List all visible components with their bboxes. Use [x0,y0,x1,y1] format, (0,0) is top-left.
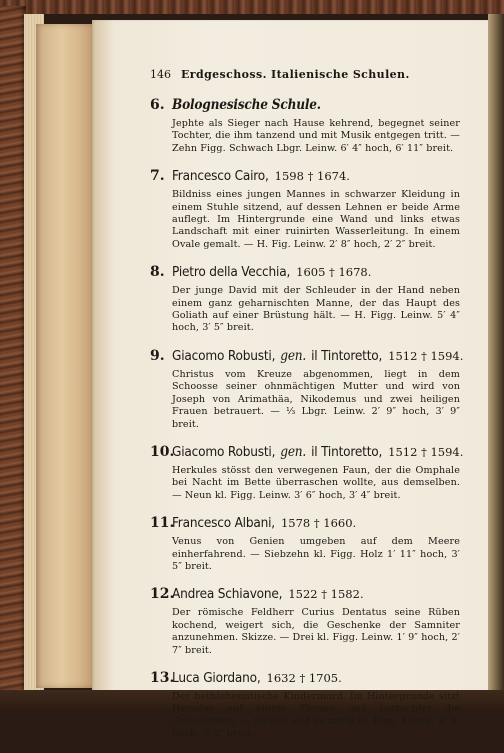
entry-number: 11. [150,515,175,532]
entry-description: Bildniss eines jungen Mannes in schwarzer Kleidung in einem Stuhle sitzend, auf dessen Lehnen er beide Arme auflegt. Im Hintergrunde eine Wand und links etwas Landschaft mit einer ruinirten Wasserleitung. In einem Ovale gemalt. — H. Fig. Leinw. 2′ 8″ hoch, 2′ 2″ breit. [172,189,460,250]
entry-description: Christus vom Kreuze abgenommen, liegt in dem Schoosse seiner ohnmächtigen Mutter und wird von Joseph von Arimathäa, Nikodemus und zwei heiligen Frauen betrauert. — ⅓ Lbgr. Leinw. 2′ 9″ hoch, 3′ 9″ breit. [172,368,460,430]
spine-gutter [36,24,92,688]
catalogue-entry [150,514,460,573]
artist-dates: 1605 † 1678. [296,265,372,280]
artist-gen-abbrev: gen. [280,347,307,364]
entry-description: Der junge David mit der Schleuder in der Hand neben einem ganz geharnischten Manne, der das Haupt des Goliath auf einer Brüstung hält. — H. Figg. Leinw. 5′ 4″ hoch, 3′ 5″ breit. [172,285,460,334]
catalogue-entry [150,167,460,251]
entry-number: 9. [150,347,165,364]
artist-name: Francesco Cairo, [172,168,269,185]
artist-dates: 1598 † 1674. [274,169,350,184]
entry-description: Der bethlehemitische Kindermord. Im Hintergrunde sitzt Herodes auf einem Throne und betrachtet die Gräuelscene. — Sieben und zwanzig kl. Figg. Leinw. 2′ 3″ hoch, 3′ 2″ breit. [172,690,460,740]
artist-alias: il Tintoretto, [311,443,383,460]
book-cover-edge [0,6,26,706]
catalogue-entries [150,96,464,753]
catalogue-entry [150,669,460,741]
entry-number: 13. [150,669,175,686]
page-number: 146 [150,68,171,81]
entry-description: Herkules stösst den verwegenen Faun, der die Omphale bei Nacht im Bette überraschen wollte, aus demselben. — Neun kl. Figg. Leinw. 3′ 6″ hoch, 3′ 4″ breit. [172,464,460,501]
artist-name: Francesco Albani, [172,515,275,532]
page-header [150,68,460,84]
artist-name: Luca Giordano, [172,669,261,686]
artist-name: Pietro della Vecchia, [172,264,291,281]
artist-dates: 1578 † 1660. [280,516,357,531]
book-top-edge [0,0,504,14]
entry-description: Der römische Feldherr Curius Dentatus seine Rüben kochend, weigert sich, die Geschenke der Samniter anzunehmen. Skizze. — Drei kl. Figg. Leinw. 1′ 9″ hoch, 2′ 7″ breit. [172,607,460,656]
entry-number: 6. [150,97,165,113]
artist-gen-abbrev: gen. [280,443,307,460]
catalogue-entry [150,347,464,431]
artist-name: Giacomo Robusti, [172,347,276,364]
artist-dates: 1632 † 1705. [266,670,342,685]
section-title: Bolognesische Schule. [172,97,321,113]
entry-number: 12. [150,586,175,603]
entry-description: Venus von Genien umgeben auf dem Meere einherfahrend. — Siebzehn kl. Figg. Holz 1′ 11″ hoch, 3′ 5″ breit. [172,536,460,572]
entry-number: 7. [150,168,165,185]
catalogue-entry [150,263,460,335]
artist-dates: 1522 † 1582. [288,587,364,602]
artist-dates: 1512 † 1594. [388,444,464,459]
catalogue-entry [150,443,464,502]
artist-dates: 1512 † 1594. [388,348,464,363]
catalogue-entry [150,585,460,657]
artist-name: Giacomo Robusti, [172,443,276,460]
running-head: Erdgeschoss. Italienische Schulen. [181,68,410,81]
book-right-edge [488,14,504,704]
entry-number: 8. [150,264,165,281]
section-entry [150,96,460,155]
artist-alias: il Tintoretto, [311,347,383,364]
entry-number: 10. [150,443,175,460]
entry-description: Jephte als Sieger nach Hause kehrend, begegnet seiner Tochter, die ihm tanzend und mit Musik entgegen tritt. — Zehn Figg. Schwach Lbgr. Leinw. 6′ 4″ hoch, 6′ 11″ breit. [172,118,460,154]
artist-name: Andrea Schiavone, [172,586,283,603]
